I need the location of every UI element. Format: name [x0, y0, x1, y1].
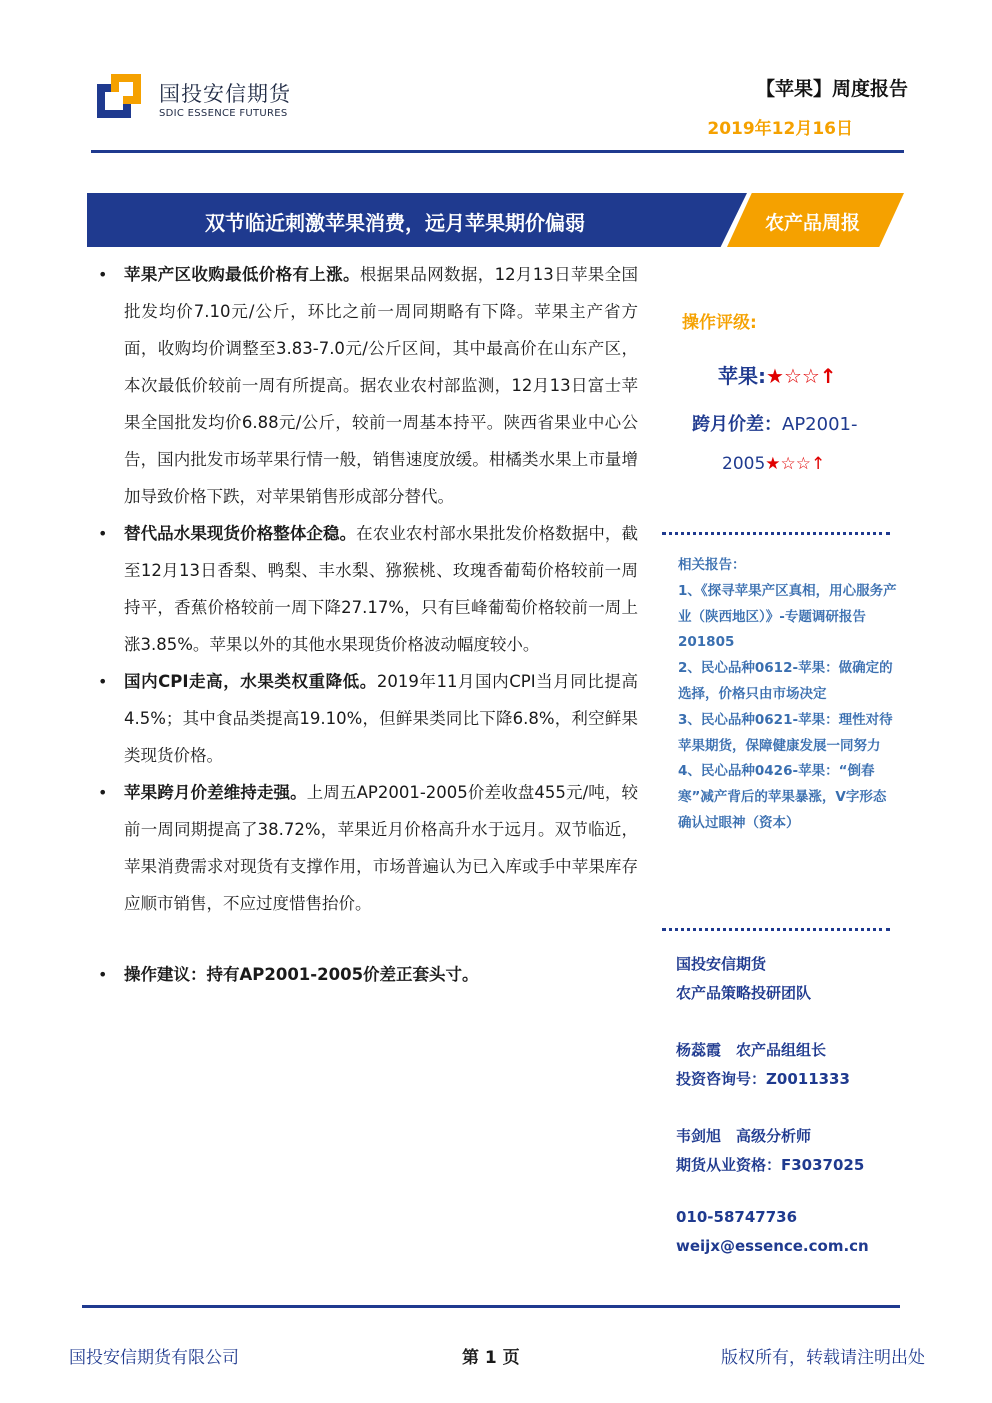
bullet-text: 上周五AP2001-2005价差收盘455元/吨，较前一周同期提高了38.72%，苹果近月价格高升水于远月。双节临近，苹果消费需求对现货有支撑作用，市场普遍认为已入库或手中苹果库存应顺市销售，不应过度惜售抬价。	[124, 783, 639, 913]
company-logo	[97, 74, 297, 126]
list-item	[98, 515, 638, 663]
team-name: 农产品策略投研团队	[676, 984, 812, 1002]
contact-phone: 010-58747736	[676, 1208, 798, 1226]
star-empty-icon: ☆☆	[780, 454, 811, 474]
arrow-up-icon: ↑	[819, 364, 837, 388]
analyst-2-name: 韦剑旭 高级分析师	[676, 1127, 812, 1145]
bullet-heading: 国内CPI走高，水果类权重降低。	[124, 672, 377, 691]
spacer	[676, 1180, 906, 1203]
bullet-text: 根据果品网数据，12月13日苹果全国批发均价7.10元/公斤，环比之前一周同期略有下降。苹果主产省方面，收购均价调整至3.83-7.0元/公斤区间，其中最高价在山东产区，本次最低价较前一周有所提高。据农业农村部监测，12月13日富士苹果全国批发均价6.88元/公斤，较前一周基本持平。陕西省果业中心公告，国内批发市场苹果行情一般，销售速度放缓。柑橘类水果上市量增加导致价格下跌，对苹果销售形成部分替代。	[124, 265, 638, 506]
bullet-dot-icon: •	[98, 265, 108, 284]
bullet-dot-icon: •	[98, 672, 108, 691]
logo-chinese-name: 国投安信期货	[159, 82, 291, 106]
page-number: 第 1 页	[462, 1348, 520, 1368]
team-company: 国投安信期货	[676, 955, 767, 973]
analyst-2-license: 期货从业资格：F3037025	[676, 1156, 865, 1174]
bullet-dot-icon: •	[98, 524, 108, 543]
report-category: 农产品周报	[765, 212, 861, 234]
apple-rating-label: 苹果:	[718, 364, 766, 388]
list-item	[98, 956, 638, 993]
analyst-1-license: 投资咨询号：Z0011333	[676, 1070, 850, 1088]
spread-rating-value	[722, 454, 825, 474]
star-filled-icon: ★	[766, 364, 784, 388]
list-item	[98, 663, 638, 774]
spread-contract-code: AP2001-	[782, 414, 858, 435]
title-banner	[87, 193, 904, 247]
report-type: 【苹果】周度报告	[755, 78, 908, 100]
bullet-heading: 苹果跨月价差维持走强。	[124, 783, 307, 802]
header-divider	[91, 150, 904, 153]
arrow-up-icon: ↑	[811, 454, 826, 474]
related-report-item[interactable]: 3、民心品种0621-苹果：理性对待苹果期货，保障健康发展一同努力	[678, 711, 893, 754]
list-item	[98, 256, 638, 515]
analyst-1-name: 杨蕊霞 农产品组组长	[676, 1041, 827, 1059]
contact-email[interactable]: weijx@essence.com.cn	[676, 1237, 869, 1255]
spread-rating-label: 跨月价差：	[692, 414, 782, 435]
list-item	[98, 774, 638, 922]
spacer	[676, 1094, 906, 1122]
related-report-item[interactable]: 1、《探寻苹果产区真相，用心服务产业（陕西地区）》-专题调研报告 201805	[678, 582, 897, 651]
spacer	[676, 1008, 906, 1036]
apple-rating	[718, 360, 837, 389]
logo-mark-icon	[97, 74, 141, 122]
bullet-text: 2019年11月国内CPI当月同比提高4.5%；其中食品类提高19.10%，但鲜果类同比下降6.8%，利空鲜果类现货价格。	[124, 672, 638, 765]
bullet-heading: 替代品水果现货价格整体企稳。	[124, 524, 357, 543]
bullet-dot-icon: •	[98, 965, 108, 984]
spacer	[98, 922, 638, 956]
spread-contract-code-2: 2005	[722, 454, 766, 474]
footer-copyright: 版权所有，转载请注明出处	[721, 1348, 925, 1368]
operation-rating-label: 操作评级:	[682, 313, 757, 333]
bullet-text: 在农业农村部水果批发价格数据中，截至12月13日香梨、鸭梨、丰水梨、猕猴桃、玫瑰香葡萄价格较前一周持平，香蕉价格较前一周下降27.17%，只有巨峰葡萄价格较前一周上涨3.85%。苹果以外的其他水果现货价格波动幅度较小。	[124, 524, 639, 654]
related-reports-title: 相关报告：	[678, 557, 746, 573]
bullet-heading: 苹果产区收购最低价格有上涨。	[124, 265, 360, 284]
related-report-item[interactable]: 2、民心品种0612-苹果：做确定的选择，价格只由市场决定	[678, 660, 893, 702]
footer-company: 国投安信期货有限公司	[69, 1348, 239, 1368]
logo-english-name: SDIC ESSENCE FUTURES	[159, 108, 288, 119]
main-content	[98, 256, 638, 993]
sidebar-divider	[662, 532, 890, 535]
star-filled-icon: ★	[765, 454, 781, 474]
star-empty-icon: ☆☆	[783, 364, 820, 388]
spread-rating	[692, 410, 857, 436]
report-date: 2019年12月16日	[707, 119, 853, 139]
analyst-team	[676, 950, 906, 1261]
bullet-dot-icon: •	[98, 783, 108, 802]
report-headline: 双节临近刺激苹果消费，远月苹果期价偏弱	[205, 211, 585, 235]
related-reports	[678, 553, 898, 837]
footer-divider	[82, 1305, 900, 1308]
related-report-item[interactable]: 4、民心品种0426-苹果：“倒春寒”减产背后的苹果暴涨，V字形态确认过眼神（资本）	[678, 763, 887, 831]
operation-advice: 操作建议：持有AP2001-2005价差正套头寸。	[124, 965, 479, 984]
sidebar-divider	[662, 928, 890, 931]
